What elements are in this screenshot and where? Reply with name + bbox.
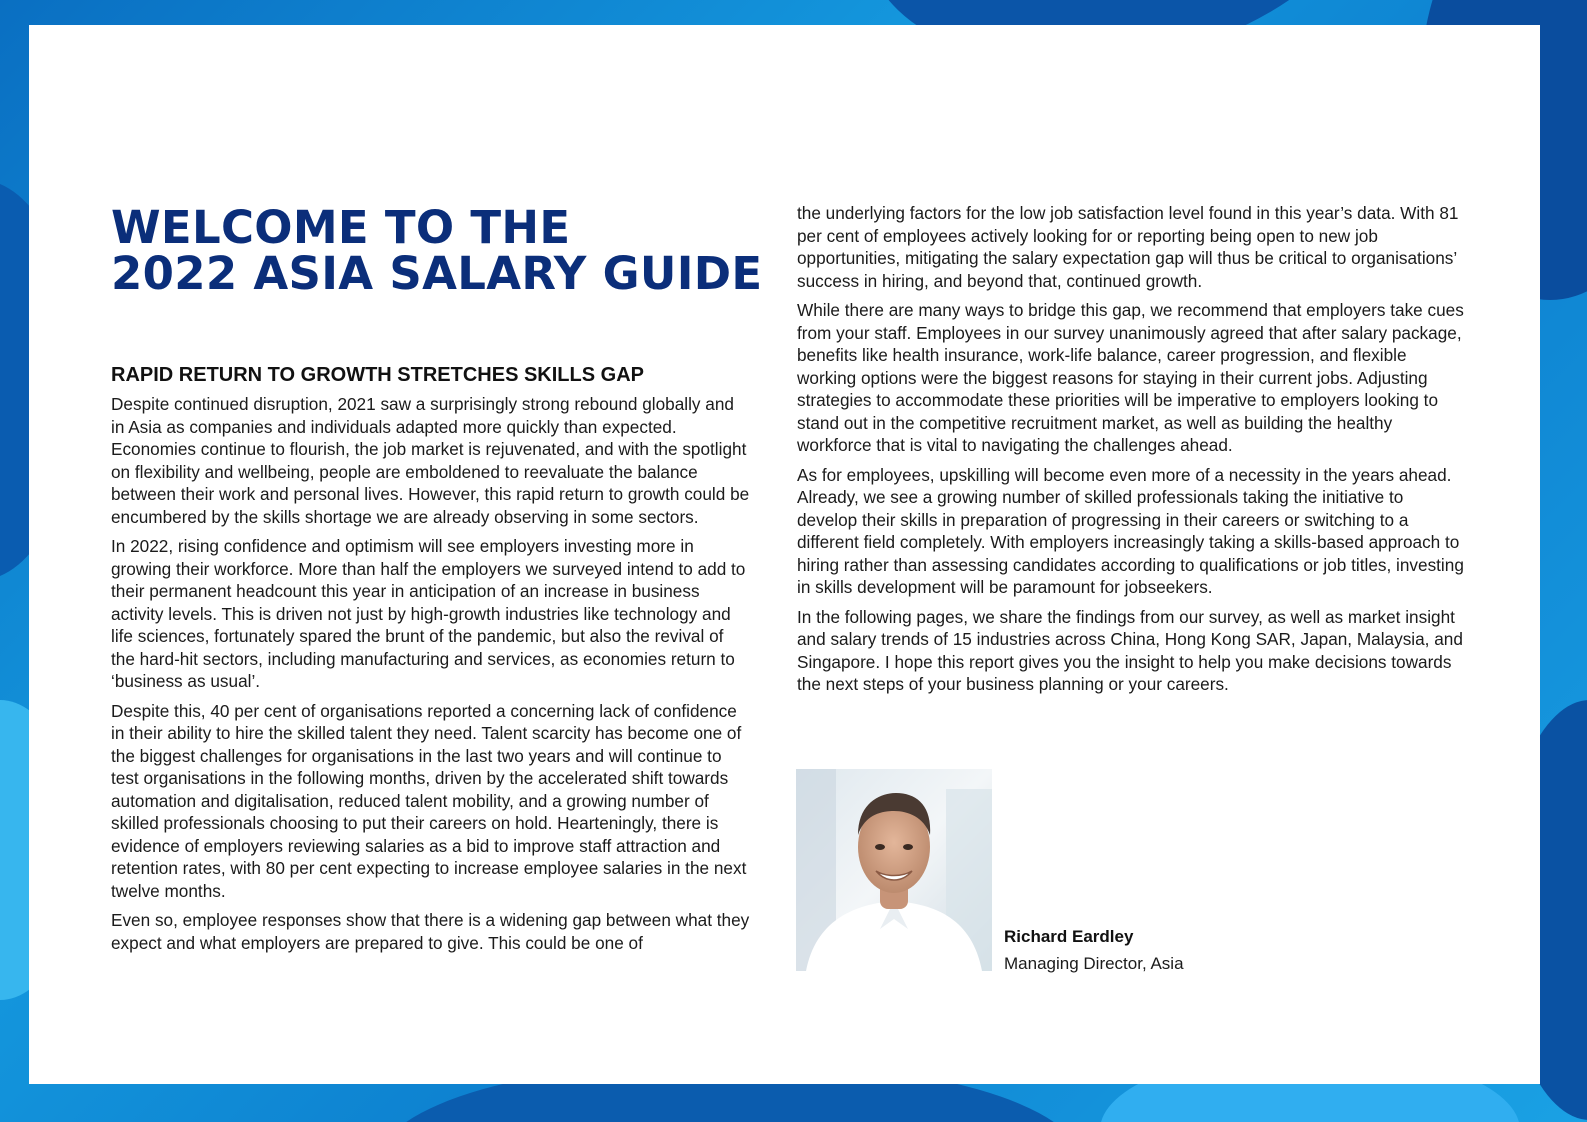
paragraph: As for employees, upskilling will become even more of a necessity in the years ahead. Already, we see a growing number of skilled professionals taking the initiative to develop their skills in preparation of progressing in their careers or switching to a different field completely. With employers increasingly taking a skills-based approach to hiring rather than assessing candidates according to qualifications or job titles, investing in skills development will be paramount for jobseekers. [797, 464, 1464, 597]
signatory-name: Richard Eardley [1004, 927, 1134, 946]
page-title-line-1: WELCOME TO THE [111, 201, 571, 254]
section-subheading: RAPID RETURN TO GROWTH STRETCHES SKILLS GAP [111, 364, 644, 386]
paragraph: Despite continued disruption, 2021 saw a surprisingly strong rebound globally and in Asia as companies and individuals adapted more quickly than expected. Economies continue to flourish, the job market is rejuvenated, and with the spotlight on flexibility and wellbeing, people are emboldened to reevaluate the balance between their work and personal lives. However, this rapid return to growth could be encumbered by the skills shortage we are already observing in some sectors. [111, 394, 750, 527]
page-title [111, 201, 763, 300]
paragraph: Despite this, 40 per cent of organisations reported a concerning lack of confidence in their ability to hire the skilled talent they need. Talent scarcity has become one of the biggest challenges for organisations in the last two years and will continue to test organisations in the following months, driven by the accelerated shift towards automation and digitalisation, reduced talent mobility, and a growing number of skilled professionals choosing to put their careers on hold. Hearteningly, there is evidence of employers reviewing salaries as a bid to improve staff attraction and retention rates, with 80 per cent expecting to increase employee salaries in the next twelve months. [111, 700, 747, 901]
paragraph: Even so, employee responses show that there is a widening gap between what they expect and what employers are prepared to give. This could be one of [111, 910, 750, 953]
paragraph: While there are many ways to bridge this gap, we recommend that employers take cues from your staff. Employees in our survey unanimously agreed that after salary package, benefits like health insurance, work-life balance, career progression, and flexible working options were the biggest reasons for staying in their current jobs. Adjusting strategies to accommodate these priorities will be imperative to employers looking to stand out in the competitive recruitment market, as well as building the healthy workforce that is vital to navigating the challenges ahead. [797, 300, 1464, 455]
paragraph: In 2022, rising confidence and optimism will see employers investing more in growing their workforce. More than half the employers we surveyed intend to add to their permanent headcount this year in anticipation of an increase in business activity levels. This is driven not just by high-growth industries like technology and life sciences, fortunately spared the brunt of the pandemic, but also the revival of the hard-hit sectors, including manufacturing and services, as economies return to ‘business as usual’. [111, 536, 746, 691]
paragraph: In the following pages, we share the findings from our survey, as well as market insight and salary trends of 15 industries across China, Hong Kong SAR, Japan, Malaysia, and Singapore. I hope this report gives you the insight to help you make decisions towards the next steps of your business planning or your careers. [797, 606, 1463, 694]
portrait-illustration [796, 769, 992, 971]
portrait-photo [796, 769, 992, 971]
right-text-column [797, 202, 1467, 703]
page-title-line-2: 2022 ASIA SALARY GUIDE [111, 247, 763, 300]
document-page [29, 25, 1540, 1084]
signatory-role: Managing Director, Asia [1004, 954, 1184, 973]
left-text-column [111, 363, 751, 961]
paragraph: the underlying factors for the low job satisfaction level found in this year’s data. With 81 per cent of employees actively looking for or reporting being open to new job opportunities, mitigating the salary expectation gap will thus be critical to organisations’ success in hiring, and beyond that, continued growth. [797, 203, 1459, 291]
